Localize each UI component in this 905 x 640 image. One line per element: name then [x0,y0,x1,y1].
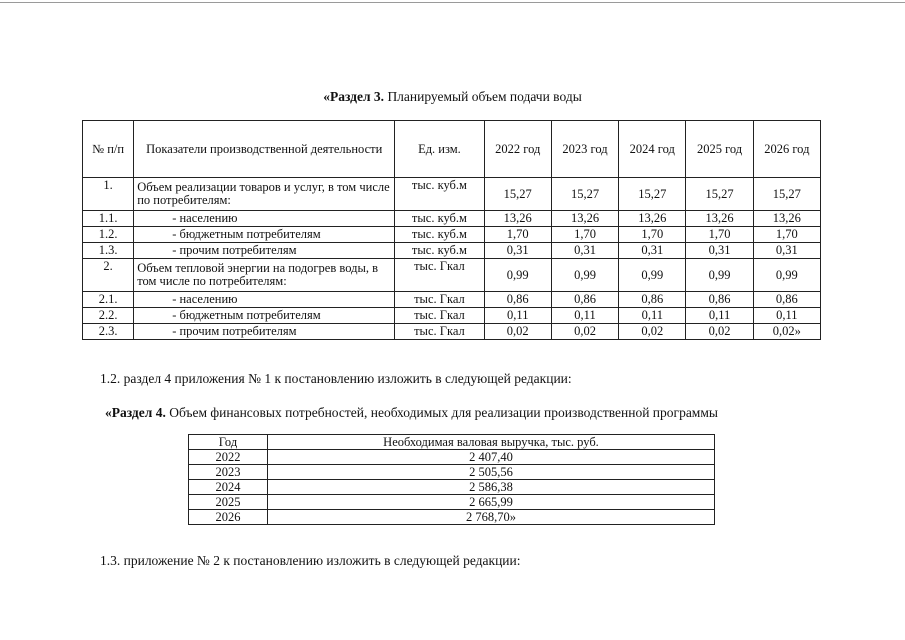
row-value: 13,26 [551,211,618,227]
row-index: 2.2. [83,308,134,324]
row-value: 0,86 [753,292,820,308]
row-value: 1,70 [551,227,618,243]
row-value: 15,27 [484,178,551,211]
paragraph-1-3: 1.3. приложение № 2 к постановлению изложить в следующей редакции: [100,553,521,568]
row-value: 0,11 [551,308,618,324]
col-header: Ед. изм. [395,121,484,178]
section4-heading-text: Объем финансовых потребностей, необходимых для реализации производственной программы [165,405,718,420]
row-value: 0,99 [619,259,686,292]
col-header: Год [189,435,268,450]
row-value: 0,86 [484,292,551,308]
row-indicator: - бюджетным потребителям [134,308,395,324]
row-value: 13,26 [753,211,820,227]
table-row [83,211,821,227]
col-header: 2023 год [551,121,618,178]
row-revenue: 2 768,70» [268,510,715,525]
row-revenue: 2 665,99 [268,495,715,510]
row-unit: тыс. Гкал [395,324,484,340]
row-index: 1.2. [83,227,134,243]
row-value: 0,31 [753,243,820,259]
section3-heading-text: Планируемый объем подачи воды [384,89,582,104]
table-row [189,510,715,525]
table-row [189,480,715,495]
row-value: 15,27 [686,178,753,211]
row-value: 1,70 [619,227,686,243]
row-indicator: Объем реализации товаров и услуг, в том числе по потребителям: [134,178,395,211]
row-value: 0,11 [619,308,686,324]
row-value: 1,70 [484,227,551,243]
row-year: 2025 [189,495,268,510]
col-header: № п/п [83,121,134,178]
table-row [83,178,821,211]
row-index: 2.3. [83,324,134,340]
row-index: 2.1. [83,292,134,308]
row-value: 0,99 [753,259,820,292]
col-header: Необходимая валовая выручка, тыс. руб. [268,435,715,450]
row-index: 2. [83,259,134,292]
row-year: 2022 [189,450,268,465]
row-value: 0,86 [619,292,686,308]
row-value: 0,02 [619,324,686,340]
row-indicator: Объем тепловой энергии на подогрев воды, в том числе по потребителям: [134,259,395,292]
row-value: 0,31 [551,243,618,259]
row-revenue: 2 586,38 [268,480,715,495]
row-value: 15,27 [619,178,686,211]
row-value: 0,02 [551,324,618,340]
row-indicator: - бюджетным потребителям [134,227,395,243]
row-value: 1,70 [753,227,820,243]
financial-needs-table [188,434,715,525]
row-indicator: - населению [134,211,395,227]
row-unit: тыс. куб.м [395,243,484,259]
table-row [83,324,821,340]
table-row [83,243,821,259]
row-value: 13,26 [619,211,686,227]
row-value: 0,02 [484,324,551,340]
col-header: Показатели производственной деятельности [134,121,395,178]
water-supply-header-row [83,121,821,178]
row-value: 0,99 [484,259,551,292]
financial-needs-header-row [189,435,715,450]
section3-heading [0,89,905,105]
row-value: 1,70 [686,227,753,243]
row-unit: тыс. Гкал [395,308,484,324]
row-unit: тыс. Гкал [395,259,484,292]
row-value: 0,31 [484,243,551,259]
row-year: 2026 [189,510,268,525]
row-indicator: - прочим потребителям [134,243,395,259]
col-header: 2022 год [484,121,551,178]
col-header: 2024 год [619,121,686,178]
row-value: 0,02 [686,324,753,340]
row-index: 1.3. [83,243,134,259]
row-value: 15,27 [551,178,618,211]
water-supply-table [82,120,821,340]
row-revenue: 2 505,56 [268,465,715,480]
row-value: 15,27 [753,178,820,211]
section3-heading-bold: «Раздел 3. [323,89,385,104]
table-row [189,495,715,510]
row-index: 1. [83,178,134,211]
table-row [83,308,821,324]
row-unit: тыс. Гкал [395,292,484,308]
row-value: 0,11 [753,308,820,324]
row-value: 13,26 [686,211,753,227]
row-value: 13,26 [484,211,551,227]
row-index: 1.1. [83,211,134,227]
row-unit: тыс. куб.м [395,211,484,227]
table-row [189,465,715,480]
row-value: 0,02» [753,324,820,340]
row-value: 0,31 [686,243,753,259]
section4-heading-bold: «Раздел 4. [105,405,166,420]
row-value: 0,11 [484,308,551,324]
table-row [83,259,821,292]
page-top-rule [0,2,905,3]
row-indicator: - населению [134,292,395,308]
paragraph-1-2: 1.2. раздел 4 приложения № 1 к постановлению изложить в следующей редакции: [100,371,572,386]
row-unit: тыс. куб.м [395,178,484,211]
row-year: 2023 [189,465,268,480]
row-value: 0,99 [686,259,753,292]
table-row [189,450,715,465]
row-revenue: 2 407,40 [268,450,715,465]
table-row [83,292,821,308]
row-value: 0,86 [551,292,618,308]
row-value: 0,31 [619,243,686,259]
col-header: 2026 год [753,121,820,178]
row-unit: тыс. куб.м [395,227,484,243]
row-year: 2024 [189,480,268,495]
row-value: 0,99 [551,259,618,292]
row-value: 0,86 [686,292,753,308]
col-header: 2025 год [686,121,753,178]
row-indicator: - прочим потребителям [134,324,395,340]
table-row [83,227,821,243]
section4-heading [105,405,718,421]
row-value: 0,11 [686,308,753,324]
